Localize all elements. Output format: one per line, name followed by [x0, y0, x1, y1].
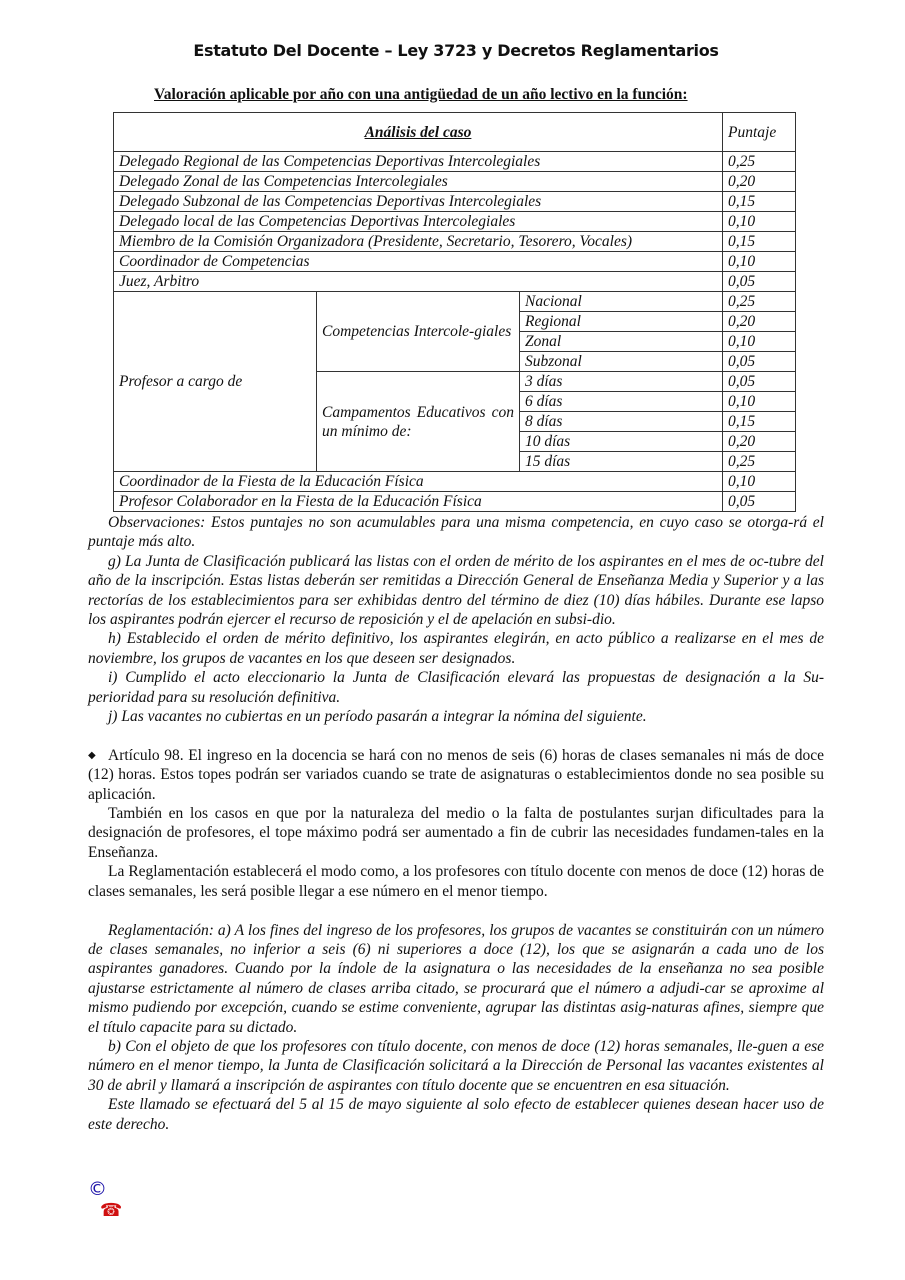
articulo-98-text: Artículo 98. El ingreso en la docencia se hará con no menos de seis (6) horas de clases semanales ni más de doce (12) horas. Estos topes podrán ser variados cuando se trate de asignaturas o establecimientos donde no sea posible su aplicación.: [88, 746, 824, 803]
table-row: [114, 172, 796, 192]
puntaje-cell: 0,10: [723, 392, 796, 412]
table-row: [114, 472, 796, 492]
observaciones-paragraph: Observaciones: Estos puntajes no son acumulables para una misma competencia, en cuyo caso se otorga-rá el puntaje más alto.: [88, 514, 824, 551]
caso-cell: Coordinador de Competencias: [114, 252, 723, 272]
table-row: [114, 292, 796, 312]
copyright-icon: ©: [88, 1178, 107, 1200]
paragraph-tambien: También en los casos en que por la naturaleza del medio o la falta de postulantes surjan dificultades para la designación de profesores, el tope máximo podrá ser aumentado a fin de cubrir las necesidades fundamen-tales en la Enseñanza.: [88, 805, 824, 861]
nivel-cell: Subzonal: [520, 352, 723, 372]
caso-cell: Delegado Subzonal de las Competencias Deportivas Intercolegiales: [114, 192, 723, 212]
caso-cell: Delegado local de las Competencias Deportivas Intercolegiales: [114, 212, 723, 232]
paragraph-g: g) La Junta de Clasificación publicará las listas con el orden de mérito de los aspirantes en el mes de oc-tubre del año de la inscripción. Estas listas deberán ser remitidas a Dirección General de Enseñanza Media y Superior y a las rectorías de los establecimientos para ser exhibidas dentro del término de diez (10) días hábiles. Durante ese lapso los aspirantes podrán ejercer el recurso de reposición y el de apelación en subsi-dio.: [88, 552, 824, 629]
caso-cell: Delegado Regional de las Competencias Deportivas Intercolegiales: [114, 152, 723, 172]
puntaje-cell: 0,20: [723, 312, 796, 332]
puntaje-cell: 0,25: [723, 292, 796, 312]
table-row: [114, 232, 796, 252]
caso-cell: Delegado Zonal de las Competencias Intercolegiales: [114, 172, 723, 192]
caso-cell: Profesor Colaborador en la Fiesta de la Educación Física: [114, 492, 723, 512]
puntaje-cell: 0,15: [723, 192, 796, 212]
puntaje-cell: 0,10: [723, 212, 796, 232]
body-text: [88, 513, 824, 1134]
header-puntaje: Puntaje: [723, 113, 796, 152]
puntaje-cell: 0,05: [723, 272, 796, 292]
profesor-cell: Profesor a cargo de: [114, 292, 317, 472]
header-analisis: Análisis del caso: [114, 113, 723, 152]
caso-cell: Coordinador de la Fiesta de la Educación Física: [114, 472, 723, 492]
valoracion-table: [113, 112, 796, 512]
puntaje-cell: 0,20: [723, 172, 796, 192]
paragraph-i: i) Cumplido el acto eleccionario la Junta de Clasificación elevará las propuestas de designación a la Su-perioridad para su resolución definitiva.: [88, 669, 824, 706]
dias-cell: 10 días: [520, 432, 723, 452]
puntaje-cell: 0,10: [723, 332, 796, 352]
puntaje-cell: 0,10: [723, 472, 796, 492]
table-subtitle: Valoración aplicable por año con una antigüedad de un año lectivo en la función:: [154, 86, 688, 103]
dias-cell: 15 días: [520, 452, 723, 472]
diamond-bullet-icon: ◆: [88, 749, 96, 761]
puntaje-cell: 0,05: [723, 492, 796, 512]
paragraph-reglamentacion-b: b) Con el objeto de que los profesores con título docente, con menos de doce (12) horas semanales, lle-guen a ese número en el menor tiempo, la Junta de Clasificación solicitará a la Dirección de Personal las vacantes existentes al 30 de abril y llamará a inscripción de aspirantes con título docente que se encuentren en esa situación.: [88, 1037, 824, 1094]
page-header-title: Estatuto Del Docente – Ley 3723 y Decretos Reglamentarios: [193, 41, 719, 60]
table-row: [114, 152, 796, 172]
campamentos-cell: Campamentos Educativos con un mínimo de:: [317, 372, 520, 472]
puntaje-cell: 0,10: [723, 252, 796, 272]
puntaje-cell: 0,15: [723, 232, 796, 252]
dias-cell: 6 días: [520, 392, 723, 412]
paragraph-reglamentacion-a: Reglamentación: a) A los fines del ingreso de los profesores, los grupos de vacantes se constituirán con un número de clases semanales, no inferior a seis (6) ni superiores a doce (12), los que se asignarán a cada uno de los aspirantes ganadores. Cuando por la índole de la asignatura o las necesidades de la enseñanza no sea posible ajustarse estrictamente al número de clases arriba citado, se procurará que el número a adjudi-car se aproxime al mismo pudiendo por excepción, cuando se estime conveniente, agrupar las distintas asig-naturas afines, siempre que el título capacite para su dictado.: [88, 921, 824, 1036]
puntaje-cell: 0,05: [723, 372, 796, 392]
table-row: [114, 272, 796, 292]
paragraph-llamado: Este llamado se efectuará del 5 al 15 de mayo siguiente al solo efecto de establecer quienes desean hacer uso de este derecho.: [88, 1096, 824, 1133]
nivel-cell: Nacional: [520, 292, 723, 312]
table-row: [114, 492, 796, 512]
articulo-98-paragraph: [88, 746, 824, 804]
competencias-cell: Competencias Intercole-giales: [317, 292, 520, 372]
table-row: [114, 192, 796, 212]
table-row: [114, 252, 796, 272]
phone-icon: ☎: [100, 1200, 123, 1221]
puntaje-cell: 0,25: [723, 452, 796, 472]
table-row: [114, 212, 796, 232]
puntaje-cell: 0,05: [723, 352, 796, 372]
dias-cell: 3 días: [520, 372, 723, 392]
paragraph-j: j) Las vacantes no cubiertas en un período pasarán a integrar la nómina del siguiente.: [108, 708, 647, 726]
paragraph-h: h) Establecido el orden de mérito definitivo, los aspirantes elegirán, en acto público a realizarse en el mes de noviembre, los grupos de vacantes en los que deseen ser designados.: [88, 630, 824, 667]
puntaje-cell: 0,25: [723, 152, 796, 172]
nivel-cell: Regional: [520, 312, 723, 332]
paragraph-reglamentacion-modo: La Reglamentación establecerá el modo como, a los profesores con título docente con menos de doce (12) horas de clases semanales, les será posible llegar a ese número en el menor tiempo.: [88, 863, 824, 900]
puntaje-cell: 0,15: [723, 412, 796, 432]
dias-cell: 8 días: [520, 412, 723, 432]
caso-cell: Juez, Arbitro: [114, 272, 723, 292]
caso-cell: Miembro de la Comisión Organizadora (Presidente, Secretario, Tesorero, Vocales): [114, 232, 723, 252]
nivel-cell: Zonal: [520, 332, 723, 352]
puntaje-cell: 0,20: [723, 432, 796, 452]
